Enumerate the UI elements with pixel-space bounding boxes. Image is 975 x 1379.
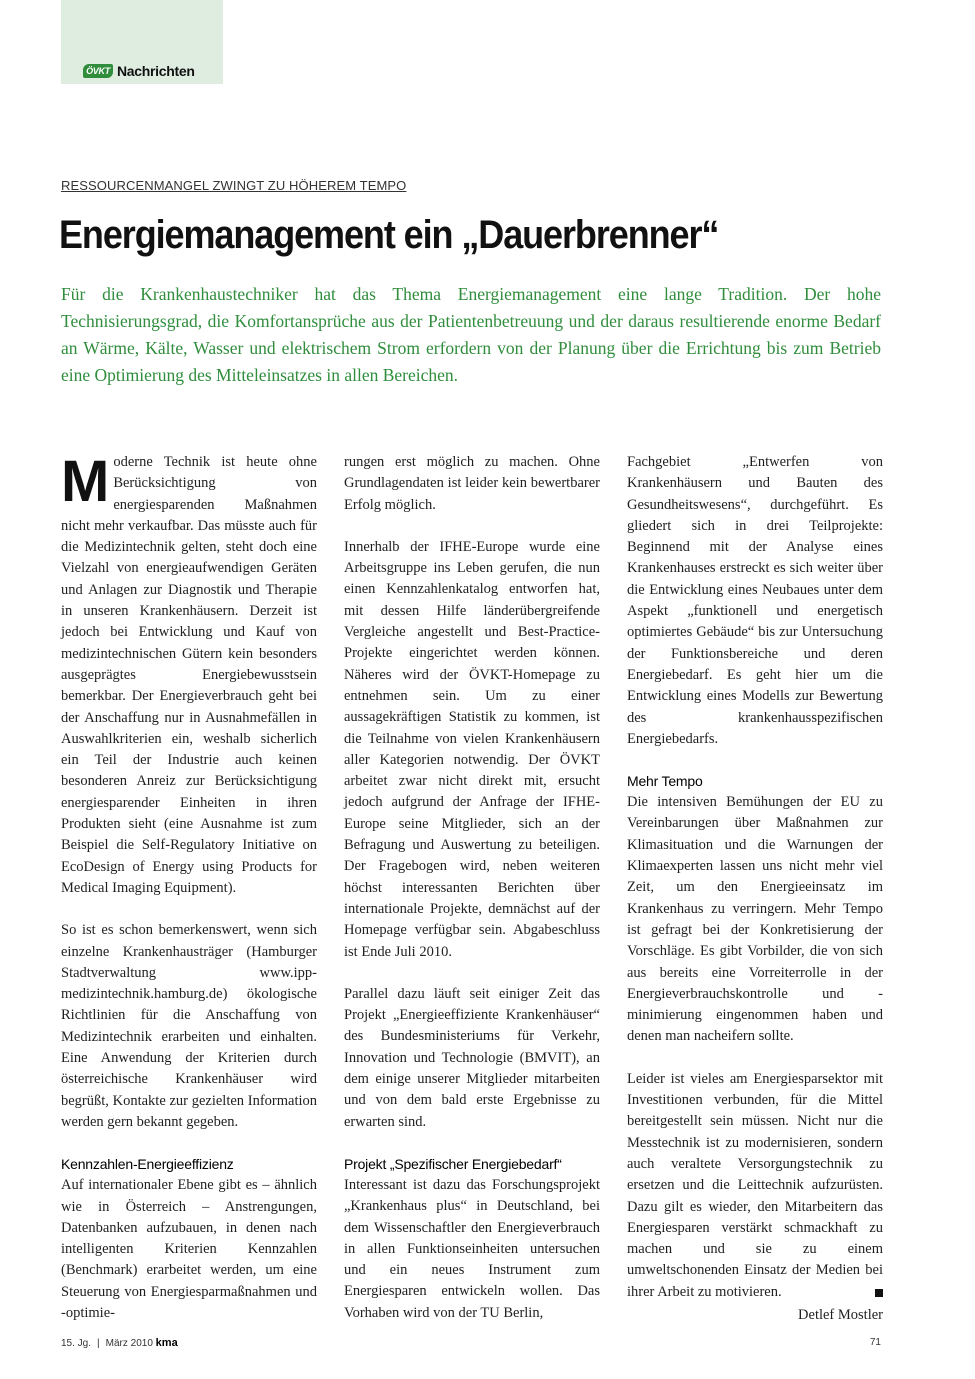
column-1-paragraph-1: Moderne Technik ist heute ohne Berücksichtigung von energiesparenden Maßnahmen nicht mehr verkaufbar. Das müsste auch für die Medizintechnik gelten, steht doch eine Vielzahl von energieaufwendigen Geräten und Anlagen zur Diagnostik und Therapie in unseren Krankenhäusern. Derzeit ist jedoch bei Entwicklung und Kauf von medizintechnischen Gütern kein besonders ausgeprägtes Energiebewusstsein bemerkbar. Der Energieverbrauch geht bei der Anschaffung nur in Ausnahmefällen in Auswahlkriterien ein, weshalb sicherlich ein Teil der Industrie auch keinen besonderen Anreiz zur Berücksichtigung energiesparender Einheiten in ihren Produkten sieht (eine Ausnahme ist zum Beispiel die Self-Regulatory Initiative on EcoDesign of Energy using Products for Medical Imaging Equipment). bbox=[61, 449, 317, 896]
column-2-paragraph-2: Innerhalb der IFHE-Europe wurde eine Arbeitsgruppe ins Leben gerufen, die nun einen Kennzahlenkatalog entworfen hat, mit dessen Hilfe länderübergreifende Vergleiche angestellt und Best-Practice-Projekte eingerichtet werden können. Näheres wird der ÖVKT-Homepage zu entnehmen sein. Um zu einer aussagekräftigen Statistik zu kommen, ist die Teilnahme von vielen Krankenhäusern aller Kategorien notwendig. Der ÖVKT arbeitet zwar nicht direkt mit, ersucht jedoch aufgrund der Anfrage der IFHE-Europe seine Mitglieder, sich an der Befragung und Auswertung zu beteiligen. Der Fragebogen wird, neben weiteren höchst interessanten Berichten über internationale Projekte, demnächst auf der Homepage verfügbar sein. Abgabeschluss ist Ende Juli 2010. bbox=[344, 538, 600, 960]
section-header-box bbox=[61, 0, 223, 84]
footer-brand: kma bbox=[155, 1337, 178, 1349]
article-headline: Energiemanagement ein „Dauerbrenner“ bbox=[59, 213, 719, 257]
column-3 bbox=[627, 452, 883, 1326]
section-title: Nachrichten bbox=[117, 63, 195, 79]
column-2-paragraph-1: rungen erst möglich zu machen. Ohne Grundlagendaten ist leider kein bewertbarer Erfolg möglich. bbox=[344, 454, 600, 513]
footer-volume: 15. Jg. bbox=[61, 1338, 92, 1349]
column-3-paragraph-2: Die intensiven Bemühungen der EU zu Vereinbarungen über Maßnahmen zur Klimasituation und die Warnungen der Klimaexperten lassen uns nicht mehr viel Zeit, um den Energieeinsatz im Krankenhaus zu verringern. Mehr Tempo ist gefragt bei der Konkretisierung der Vorschläge. Es gibt Vorbilder, die von sich aus bereits eine Vorreiterrolle in der Energieverbrauchskontrolle und -minimierung eingenommen haben und denen man nacheifern sollte. bbox=[627, 794, 883, 1045]
subheading-mehr-tempo: Mehr Tempo bbox=[627, 773, 703, 790]
page-number: 71 bbox=[869, 1337, 881, 1348]
column-3-paragraph-3: Leider ist vieles am Energiesparsektor mit Investitionen verbunden, für die Mittel bereitgestellt sein müssen. Nicht nur die Messtechnik ist zu modernisieren, sondern auch veraltete Versorgungstechnik zu ersetzen und die Leittechnik aufzurüsten. Dazu gilt es wieder, den Mitarbeitern das Energiesparen verstärkt schmackhaft zu machen und sie zu einem umweltschonenden Einsatz der Medien bei ihrer Arbeit zu motivieren. bbox=[627, 1070, 883, 1300]
end-mark-icon bbox=[875, 1289, 883, 1297]
footer-separator: | bbox=[97, 1338, 100, 1349]
article-lead: Für die Krankenhaustechniker hat das Thema Energiemanagement eine lange Tradition. Der hohe Technisierungsgrad, die Komfortansprüche aus der Patientenbetreuung und der daraus resultierende enorme Bedarf an Wärme, Kälte, Wasser und elektrischem Strom erfordern von der Planung über die Errichtung bis zum Betrieb eine Optimierung des Mitteleinsatzes in allen Bereichen. bbox=[61, 284, 881, 385]
author-signature: Detlef Mostler bbox=[798, 1306, 883, 1323]
column-2-paragraph-4: Interessant ist dazu das Forschungsprojekt „Krankenhaus plus“ in Deutschland, bei dem Wissenschaftler den Energieverbrauch in allen Funktionseinheiten untersuchen und ein neues Instrument zum Energiesparen entwickeln wollen. Das Vorhaben wird von der TU Berlin, bbox=[344, 1176, 600, 1321]
footer-issue: März 2010 bbox=[105, 1338, 153, 1349]
oevkt-logo: ÖVKT bbox=[83, 64, 113, 78]
subheading-kennzahlen: Kennzahlen-Energieeffizienz bbox=[61, 1156, 234, 1173]
column-2-paragraph-3: Parallel dazu läuft seit einiger Zeit das Projekt „Energieeffiziente Krankenhäuser“ des Bundesministeriums für Verkehr, Innovation und Technologie (BMVIT), an dem einige unserer Mitglieder mitarbeiten und von dem bald erste Ergebnisse zu erwarten sind. bbox=[344, 985, 600, 1130]
column-1-paragraph-2: So ist es schon bemerkenswert, wenn sich einzelne Krankenhausträger (Hamburger Stadtverwaltung www.ipp-medizintechnik.hamburg.de) ökologische Richtlinien für die Anschaffung von Medizintechnik erarbeiten und einhalten. Eine Anwendung der Kriterien durch österreichische Krankenhäuser wird begrüßt, Kontakte zur gezielten Information werden gern bekannt gegeben. bbox=[61, 922, 317, 1130]
drop-cap: M bbox=[61, 449, 110, 514]
article-kicker: RESSOURCENMANGEL ZWINGT ZU HÖHEREM TEMPO bbox=[61, 178, 407, 193]
column-3-paragraph-1: Fachgebiet „Entwerfen von Krankenhäusern und Bauten des Gesundheitswesens“, durchgeführt. Es gliedert sich in drei Teilprojekte: Beginnend mit der Analyse eines Krankenhauses erstreckt es sich weiter über die Entwicklung eines Neubaues unter dem Aspekt „funktionell und energetisch optimiertes Gebäude“ bis zur Untersuchung der Funktionsbereiche und deren Energiebedarf. Es geht hier um die Entwicklung eines Modells zur Bewertung des krankenhausspezifischen Energiebedarfs. bbox=[627, 454, 883, 747]
subheading-projekt: Projekt „Spezifischer Energiebedarf“ bbox=[344, 1155, 562, 1172]
column-1 bbox=[61, 449, 317, 1345]
footer-issue-info bbox=[61, 1337, 178, 1349]
column-2 bbox=[344, 452, 600, 1345]
column-1-paragraph-3: Auf internationaler Ebene gibt es – ähnlich wie in Österreich – Anstrengungen, Datenbanken aufzubauen, in denen nach intelligenten Kriterien Kennzahlen (Benchmark) erarbeitet werden, um eine Steuerung von Energiesparmaßnahmen und -optimie- bbox=[61, 1177, 317, 1321]
